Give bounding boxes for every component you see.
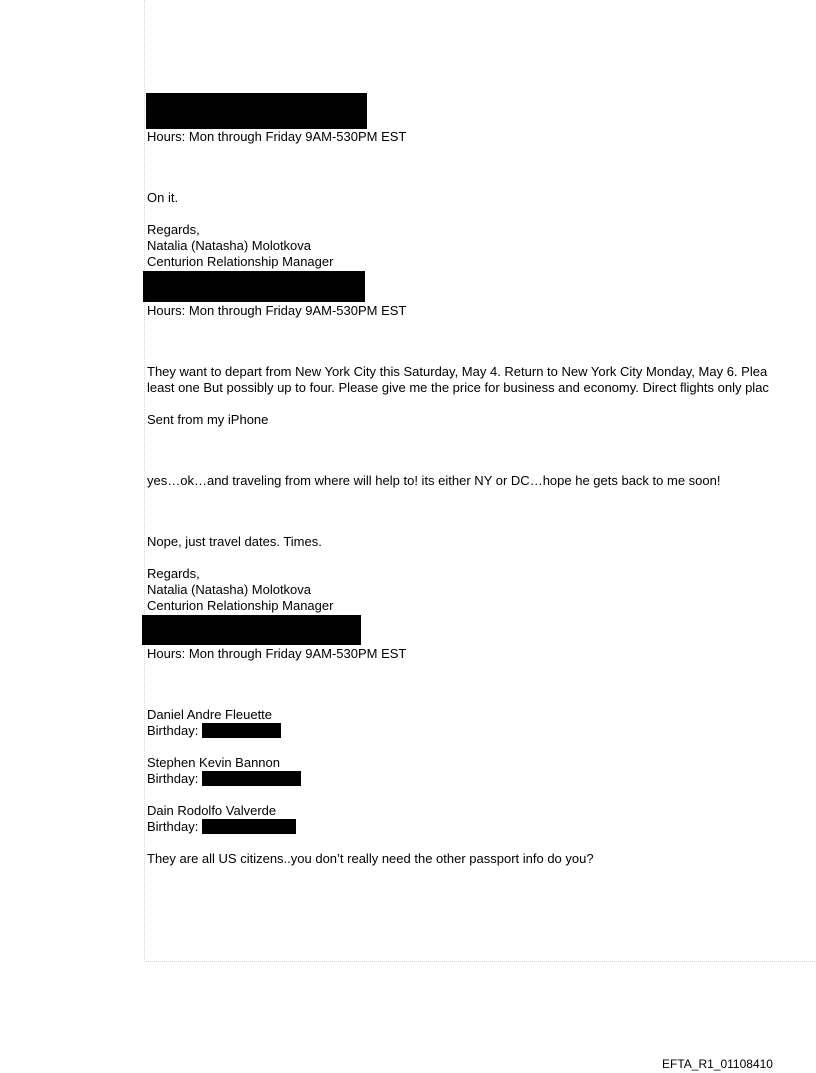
message-text: They are all US citizens..you don’t really need the other passport info do you? — [147, 851, 594, 866]
sent-from-line: Sent from my iPhone — [147, 412, 269, 427]
redaction-block — [202, 771, 301, 786]
document-id: EFTA_R1_01108410 — [662, 1057, 773, 1071]
birthday-label: Birthday: — [147, 819, 199, 834]
hours-line: Hours: Mon through Friday 9AM-530PM EST — [147, 129, 407, 144]
passenger-name: Dain Rodolfo Valverde — [147, 803, 277, 818]
passenger-name: Daniel Andre Fleuette — [147, 707, 273, 722]
signature-title: Centurion Relationship Manager — [147, 598, 334, 613]
message-text: Nope, just travel dates. Times. — [147, 534, 322, 549]
message-text: On it. — [147, 190, 179, 205]
redaction-block — [143, 271, 365, 302]
hours-line: Hours: Mon through Friday 9AM-530PM EST — [147, 646, 407, 661]
redaction-block — [202, 723, 281, 738]
message-text: yes…ok…and traveling from where will help to! its either NY or DC…hope he gets back to me soon! — [147, 473, 721, 488]
message-text: They want to depart from New York City this Saturday, May 4. Return to New York City Monday, May 6. Plea — [147, 364, 768, 379]
redaction-block — [202, 819, 296, 834]
message-text: least one But possibly up to four. Please give me the price for business and economy. Direct flights only plac — [147, 380, 769, 395]
passenger-birthday — [147, 819, 296, 835]
redaction-block — [146, 93, 367, 129]
birthday-label: Birthday: — [147, 771, 199, 786]
hours-line: Hours: Mon through Friday 9AM-530PM EST — [147, 303, 407, 318]
signature-regards: Regards, — [147, 566, 200, 581]
passenger-birthday — [147, 723, 281, 739]
passenger-name: Stephen Kevin Bannon — [147, 755, 280, 770]
birthday-label: Birthday: — [147, 723, 199, 738]
signature-title: Centurion Relationship Manager — [147, 254, 334, 269]
signature-name: Natalia (Natasha) Molotkova — [147, 582, 312, 597]
signature-regards: Regards, — [147, 222, 200, 237]
passenger-birthday — [147, 771, 301, 787]
signature-name: Natalia (Natasha) Molotkova — [147, 238, 312, 253]
redaction-block — [142, 615, 361, 645]
